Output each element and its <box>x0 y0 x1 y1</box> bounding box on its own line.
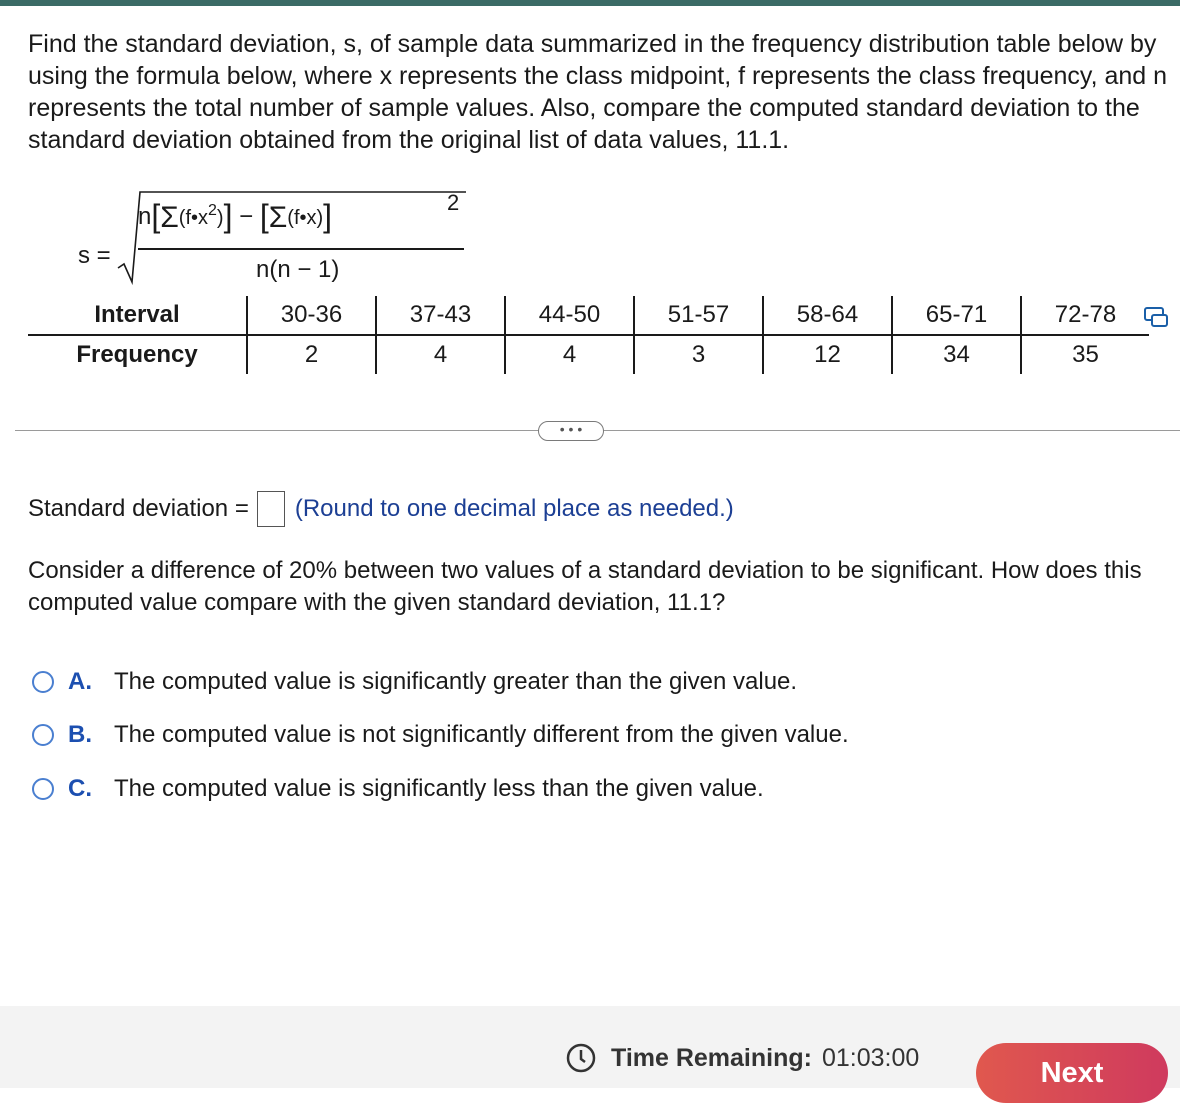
frequency-cell: 3 <box>634 335 763 374</box>
frequency-cell: 4 <box>376 335 505 374</box>
frequency-cell: 12 <box>763 335 892 374</box>
answer-row <box>28 491 734 527</box>
question-text: Find the standard deviation, s, of sample data summarized in the frequency distribution table below by using the formula below, where x represents the class midpoint, f represents the class frequency, and n represents the total number of sample values. Also, compare the computed standard deviation to the standard deviation obtained from the original list of data values, 11.1. <box>28 30 1168 154</box>
choice-letter: B. <box>68 721 92 748</box>
frequency-cell: 2 <box>247 335 376 374</box>
comparison-question: Consider a difference of 20% between two values of a standard deviation to be significant. How does this computed value compare with the given standard deviation, 11.1? <box>28 557 1142 616</box>
fraction-bar <box>138 248 464 250</box>
interval-cell: 65-71 <box>892 296 1021 335</box>
formula-fx: (f•x) <box>287 207 324 229</box>
interval-cell: 37-43 <box>376 296 505 335</box>
choice-text: The computed value is significantly greater than the given value. <box>114 668 798 695</box>
interval-cell: 58-64 <box>763 296 892 335</box>
formula-n: n <box>138 203 152 230</box>
frequency-cell: 34 <box>892 335 1021 374</box>
copy-table-icon[interactable] <box>1143 306 1169 328</box>
interval-cell: 30-36 <box>247 296 376 335</box>
clock-icon <box>565 1042 597 1074</box>
radio-b[interactable] <box>32 724 54 746</box>
table-row-frequency <box>28 335 1149 374</box>
rounding-hint: (Round to one decimal place as needed.) <box>294 495 734 522</box>
choice-text: The computed value is significantly less than the given value. <box>114 775 764 802</box>
table-row-interval <box>28 296 1149 335</box>
interval-cell: 72-78 <box>1021 296 1149 335</box>
formula-lhs: s = <box>78 242 111 269</box>
choice-b[interactable] <box>32 721 849 749</box>
timer-label: Time Remaining: <box>611 1043 812 1072</box>
expand-more-button[interactable]: • • • <box>538 421 604 441</box>
formula-fx2: (f•x <box>178 207 209 229</box>
row-header-interval: Interval <box>28 296 247 335</box>
interval-cell: 44-50 <box>505 296 634 335</box>
interval-cell: 51-57 <box>634 296 763 335</box>
choice-letter: A. <box>68 668 92 695</box>
formula-minus: − <box>239 203 254 230</box>
answer-label: Standard deviation = <box>28 495 249 522</box>
formula-close: ) <box>216 207 224 229</box>
choice-a[interactable] <box>32 668 797 696</box>
next-button[interactable]: Next <box>976 1043 1168 1103</box>
timer <box>565 1042 919 1074</box>
formula-exponent: 2 <box>447 190 460 215</box>
formula-denominator: n(n − 1) <box>256 256 340 283</box>
formula-square: 2 <box>208 202 217 219</box>
std-dev-input[interactable] <box>257 491 285 527</box>
row-header-frequency: Frequency <box>76 341 198 368</box>
choice-c[interactable] <box>32 775 764 803</box>
std-dev-formula <box>0 180 500 290</box>
formula-numerator: $n[\Sigma(f•x^2)]$ − [Σ(f•x)] <box>138 198 333 234</box>
timer-value: 01:03:00 <box>821 1043 920 1072</box>
top-bar <box>0 0 1180 6</box>
frequency-cell: 35 <box>1021 335 1149 374</box>
radio-c[interactable] <box>32 778 54 800</box>
choice-text: The computed value is not significantly different from the given value. <box>114 721 849 748</box>
frequency-cell: 4 <box>505 335 634 374</box>
radio-a[interactable] <box>32 671 54 693</box>
choice-letter: C. <box>68 775 92 802</box>
frequency-table <box>28 296 1149 374</box>
